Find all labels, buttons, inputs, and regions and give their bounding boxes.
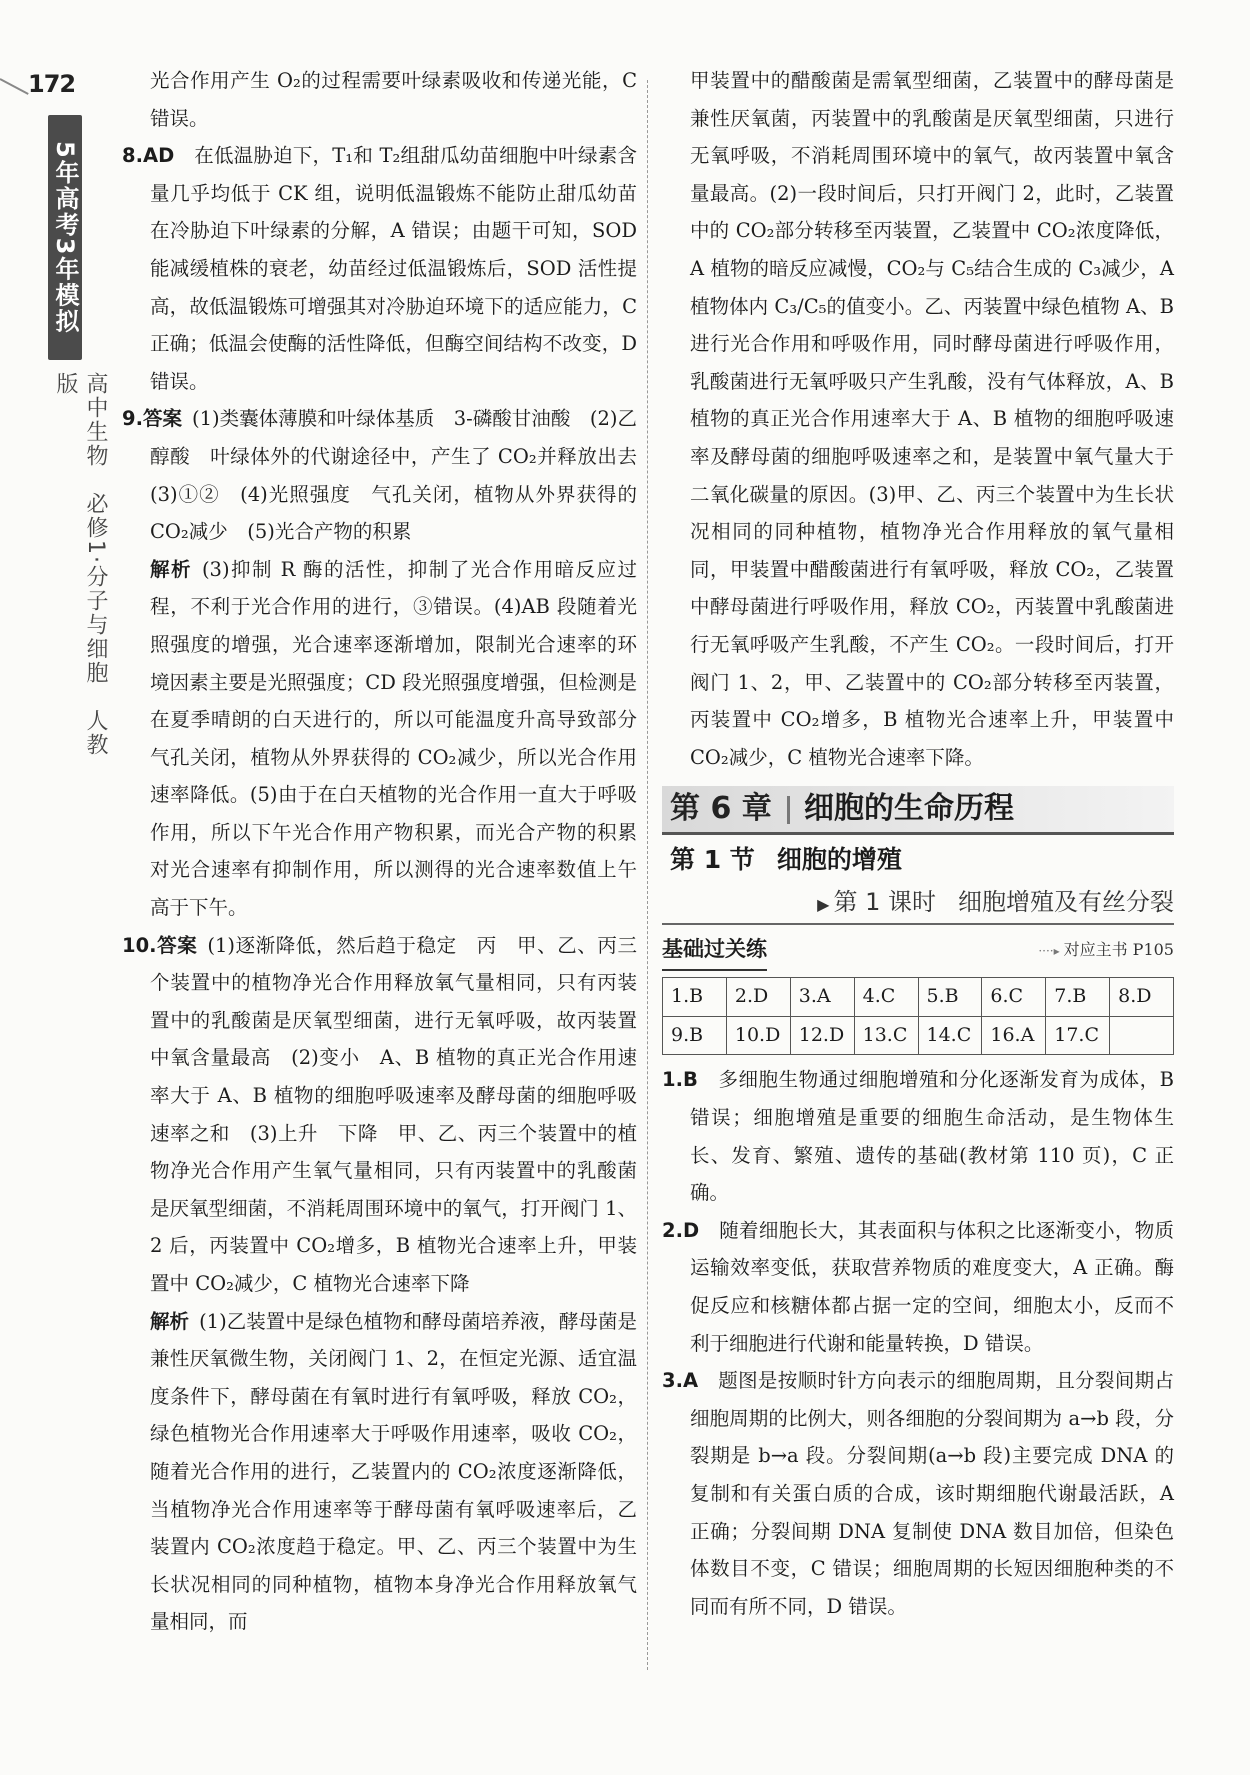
practice-title: 基础过关练 [662,931,767,971]
section-number: 第 1 节 [670,845,755,875]
question-number: 9. [122,407,143,431]
answer-key-cell: 12.D [790,1016,854,1055]
question-number: 10. [122,933,157,957]
answer-q9 [122,400,657,550]
analysis-continuation: 甲装置中的醋酸菌是需氧型细菌，乙装置中的酵母菌是兼性厌氧菌，丙装置中的乳酸菌是厌氧型细菌，只进行无氧呼吸，不消耗周围环境中的氧气，故丙装置中氧含量最高。(2)一段时间后，只打开阀门 2，此时，乙装置中的 CO₂部分转移至丙装置，乙装置中 CO₂浓度降低，A 植物的暗反应减慢，CO₂与 C₅结合生成的 C₃减少，A 植物体内 C₃/C₅的值变小。乙、丙装置中绿色植物 A、B 进行光合作用和呼吸作用，同时酵母菌进行呼吸作用，乳酸菌进行无氧呼吸只产生乳酸，没有气体释放，A、B 植物的真正光合作用速率大于 A、B 植物的细胞呼吸速率及酵母菌的细胞呼吸速率之和，是装置中氧气量大于二氧化碳量的原因。(3)甲、乙、丙三个装置中为生长状况相同的同种植物，植物净光合作用释放的氧气量相同，甲装置中醋酸菌进行有氧呼吸，释放 CO₂，乙装置中酵母菌进行呼吸作用，释放 CO₂，丙装置中乳酸菌进行无氧呼吸产生乳酸，不产生 CO₂。一段时间后，打开阀门 1、2，甲、乙装置中的 CO₂部分转移至丙装置，丙装置中 CO₂增多，B 植物光合速率上升，甲装置中 CO₂减少，C 植物光合速率下降。 [690,69,1174,769]
book-info: 高中生物 必修1·分子与细胞 人教版 [53,372,108,757]
practice-reference: ····▸ 对应主书 P105 [1038,931,1174,971]
answer-text: 多细胞生物通过细胞增殖和分化逐渐发育为成体，B 错误；细胞增殖是重要的细胞生命活动，是生物体生长、发育、繁殖、遗传的基础(教材第 110 页)，C 正确。 [690,1068,1174,1205]
answer-key-cell [1110,1016,1174,1055]
question-number: 8.AD [122,144,175,168]
answer-key-cell: 17.C [1046,1016,1110,1055]
answer-q1 [662,1061,1174,1211]
answer-text: (1)类囊体薄膜和叶绿体基质 3-磷酸甘油酸 (2)乙醇酸 叶绿体外的代谢途径中，产生了 CO₂并释放出去 (3)①② (4)光照强度 气孔关闭，植物从外界获得的 CO₂减少 (5)光合产物的积累 [150,407,657,544]
section-header [662,839,1174,881]
answer-key-cell: 6.C [982,978,1046,1017]
chapter-number: 第 6 章 [670,791,772,827]
answer-q8 [122,137,637,400]
answer-key-row [663,1016,1174,1055]
answer-q3 [662,1362,1174,1625]
analysis-q10 [122,1303,637,1641]
right-column [662,62,1174,1625]
analysis-q9 [122,551,637,927]
chapter-title: 细胞的生命历程 [804,791,1014,827]
chapter-header [662,786,1174,835]
answer-key-cell: 7.B [1046,978,1110,1017]
lesson-header [662,881,1174,925]
chapter-separator [787,796,790,824]
answer-key-cell: 9.B [663,1016,727,1055]
answer-key-cell: 16.A [982,1016,1046,1055]
answer-key-cell: 13.C [854,1016,918,1055]
series-brand: 5年高考3年模拟 [48,115,82,360]
lesson-number: 第 1 课时 [833,888,936,917]
analysis-text: (1)乙装置中是绿色植物和酵母菌培养液，酵母菌是兼性厌氧微生物，关闭阀门 1、2，在恒定光源、适宜温度条件下，酵母菌在有氧时进行有氧呼吸，释放 CO₂，绿色植物光合作用速率大于呼吸作用速率，吸收 CO₂，随着光合作用的进行，乙装置内的 CO₂浓度逐渐降低，当植物净光合作用速率等于酵母菌有氧呼吸速率后，乙装置内 CO₂浓度趋于稳定。甲、乙、丙三个装置中为生长状况相同的同种植物，植物本身净光合作用释放氧气量相同，而 [150,1309,637,1634]
analysis-label: 解析 [150,1309,190,1333]
answer-label: 答案 [156,933,198,957]
lesson-title: 细胞增殖及有丝分裂 [958,888,1174,917]
analysis-label: 解析 [150,557,192,581]
answer-key-cell: 2.D [726,978,790,1017]
triangle-icon: ▶ [817,895,830,915]
answer-key-cell: 5.B [918,978,982,1017]
answer-q2 [662,1212,1174,1362]
answer-label: 答案 [142,407,183,431]
answer-key-cell: 14.C [918,1016,982,1055]
answer-key-cell: 8.D [1110,978,1174,1017]
analysis-text: (3)抑制 R 酶的活性，抑制了光合作用暗反应过程，不利于光合作用的进行，③错误。(4)AB 段随着光照强度的增强，光合速率逐渐增加，限制光合速率的环境因素主要是光照强度；CD 段光照强度增强，但检测是在夏季晴朗的白天进行的，所以可能温度升高导致部分气孔关闭，植物从外界获得的 CO₂减少，所以光合作用速率降低。(5)由于在白天植物的光合作用一直大于呼吸作用，所以下午光合作用产物积累，而光合产物的积累对光合速率有抑制作用，所以测得的光合速率数值上午高于下午。 [150,557,637,920]
answer-continuation: 光合作用产生 O₂的过程需要叶绿素吸收和传递光能，C 错误。 [150,69,637,130]
answer-text: 随着细胞长大，其表面积与体积之比逐渐变小，物质运输效率变低，获取营养物质的难度变大，A 正确。酶促反应和核糖体都占据一定的空间，细胞太小，反而不利于细胞进行代谢和能量转换，D 错误。 [690,1218,1174,1355]
question-number: 2.D [662,1218,700,1242]
column-divider [647,80,648,1670]
answer-text: (1)逐渐降低，然后趋于稳定 丙 甲、乙、丙三个装置中的植物净光合作用释放氧气量相同，只有丙装置中的乳酸菌是厌氧型细菌，进行无氧呼吸，故丙装置中氧含量最高 (2)变小 A、B 植物的真正光合作用速率大于 A、B 植物的细胞呼吸速率及酵母菌的细胞呼吸速率之和 (3)上升 下降 甲、乙、丙三个装置中的植物净光合作用产生氧气量相同，只有丙装置中的乳酸菌是厌氧型细菌，不消耗周围环境中的氧气，打开阀门 1、2 后，丙装置中 CO₂增多，B 植物光合速率上升，甲装置中 CO₂减少，C 植物光合速率下降 [150,933,637,1295]
answer-key-cell: 3.A [790,978,854,1017]
corner-decoration [0,78,29,95]
answer-text: 在低温胁迫下，T₁和 T₂组甜瓜幼苗细胞中叶绿素含量几乎均低于 CK 组，说明低温锻炼不能防止甜瓜幼苗在冷胁迫下叶绿素的分解，A 错误；由题干可知，SOD 能减缓植株的衰老，幼苗经过低温锻炼后，SOD 活性提高，故低温锻炼可增强其对冷胁迫环境下的适应能力，C 正确；低温会使酶的活性降低，但酶空间结构不改变，D 错误。 [150,144,637,393]
question-number: 1.B [662,1068,698,1092]
answer-key-table [662,977,1174,1055]
page-number: 172 [28,70,76,98]
practice-header [662,925,1174,977]
section-title: 细胞的增殖 [776,845,902,875]
page-sidebar [0,60,108,760]
answer-text: 题图是按顺时针方向表示的细胞周期，且分裂间期占细胞周期的比例大，则各细胞的分裂间期为 a→b 段，分裂期是 b→a 段。分裂间期(a→b 段)主要完成 DNA 的复制和有关蛋白质的合成，该时期细胞代谢最活跃，A 正确；分裂间期 DNA 复制使 DNA 数目加倍，但染色体数目不变，C 错误；细胞周期的长短因细胞种类的不同而有所不同，D 错误。 [690,1369,1174,1618]
question-number: 3.A [662,1369,699,1393]
answer-key-cell: 1.B [663,978,727,1017]
answer-key-cell: 4.C [854,978,918,1017]
answer-key-row [663,978,1174,1017]
answer-q10 [122,927,637,1303]
left-column [122,62,657,1641]
answer-key-cell: 10.D [726,1016,790,1055]
